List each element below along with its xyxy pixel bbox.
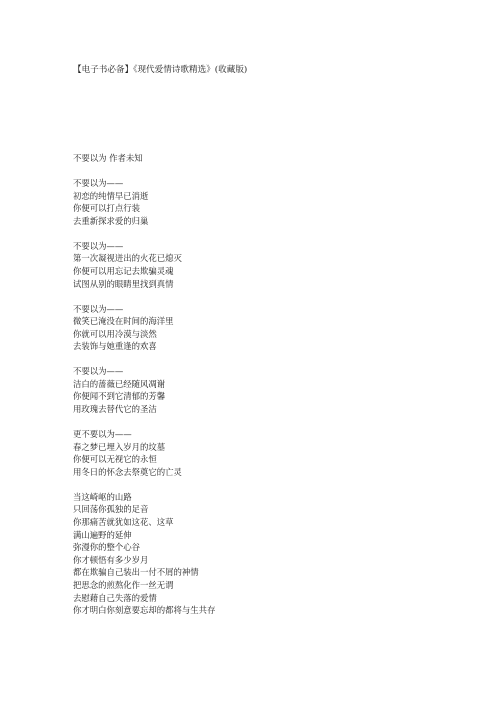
poem-line: 弥漫你的整个心谷: [73, 542, 140, 553]
poem-line: 春之梦已埋入岁月的坟墓: [73, 441, 166, 452]
poem-body: [73, 177, 215, 629]
poem-line: 你便闻不到它清郁的芳馨: [73, 391, 166, 402]
poem-line: 去装饰与她重逢的欢喜: [73, 341, 157, 352]
document-title: 【电子书必备】《现代爱情诗歌精选》(收藏版): [73, 65, 248, 75]
poem-line: 微笑已淹没在时间的海洋里: [73, 316, 174, 327]
poem-stanza: [73, 365, 215, 415]
poem-line: 只回荡你孤独的足音: [73, 504, 149, 515]
poem-line: 你便可以打点行装: [73, 203, 140, 214]
poem-stanza: [73, 177, 215, 227]
poem-line: 当这崎岖的山路: [73, 491, 132, 502]
poem-line: 把思念的煎熬化作一丝无谓: [73, 579, 174, 590]
poem-line: 你便可以无视它的永恒: [73, 454, 157, 465]
poem-stanza: [73, 428, 215, 478]
poem-line: 初恋的纯情早已消逝: [73, 190, 149, 201]
poem-line: 更不要以为——: [73, 429, 132, 440]
poem-line: 满山遍野的延伸: [73, 529, 132, 540]
poem-line: 洁白的蔷薇已经随风凋谢: [73, 378, 166, 389]
poem-line: 你才顿悟有多少岁月: [73, 554, 149, 565]
poem-stanza: [73, 240, 215, 290]
poem-line: 不要以为——: [73, 366, 124, 377]
poem-line: 你便可以用忘记去欺骗灵魂: [73, 265, 174, 276]
poem-stanza: [73, 491, 215, 617]
poem-line: 不要以为——: [73, 240, 124, 251]
poem-line: 你才明白你刻意要忘却的都将与生共存: [73, 605, 216, 616]
poem-line: 不要以为——: [73, 178, 124, 188]
poem-line: 都在欺骗自己装出一付不屑的神情: [73, 567, 199, 578]
poem-line: 你那痛苦就犹如这花、这草: [73, 517, 174, 528]
poem-line: 你就可以用冷漠与淡然: [73, 328, 157, 339]
poem-stanza: [73, 303, 215, 353]
poem-line: 去重新探求爱的归巢: [73, 215, 149, 226]
poem-line: 用玫瑰去替代它的圣洁: [73, 404, 157, 415]
poem-line: 试图从别的眼睛里找到真情: [73, 278, 174, 289]
poem-line: 用冬日的怀念去祭奠它的亡灵: [73, 466, 182, 477]
poem-line: 去慰藉自己失落的爱情: [73, 592, 157, 603]
poem-line: 不要以为——: [73, 303, 124, 314]
poem-byline: 不要以为 作者未知: [73, 153, 143, 163]
poem-line: 第一次凝视迸出的火花已熄灭: [73, 253, 182, 264]
